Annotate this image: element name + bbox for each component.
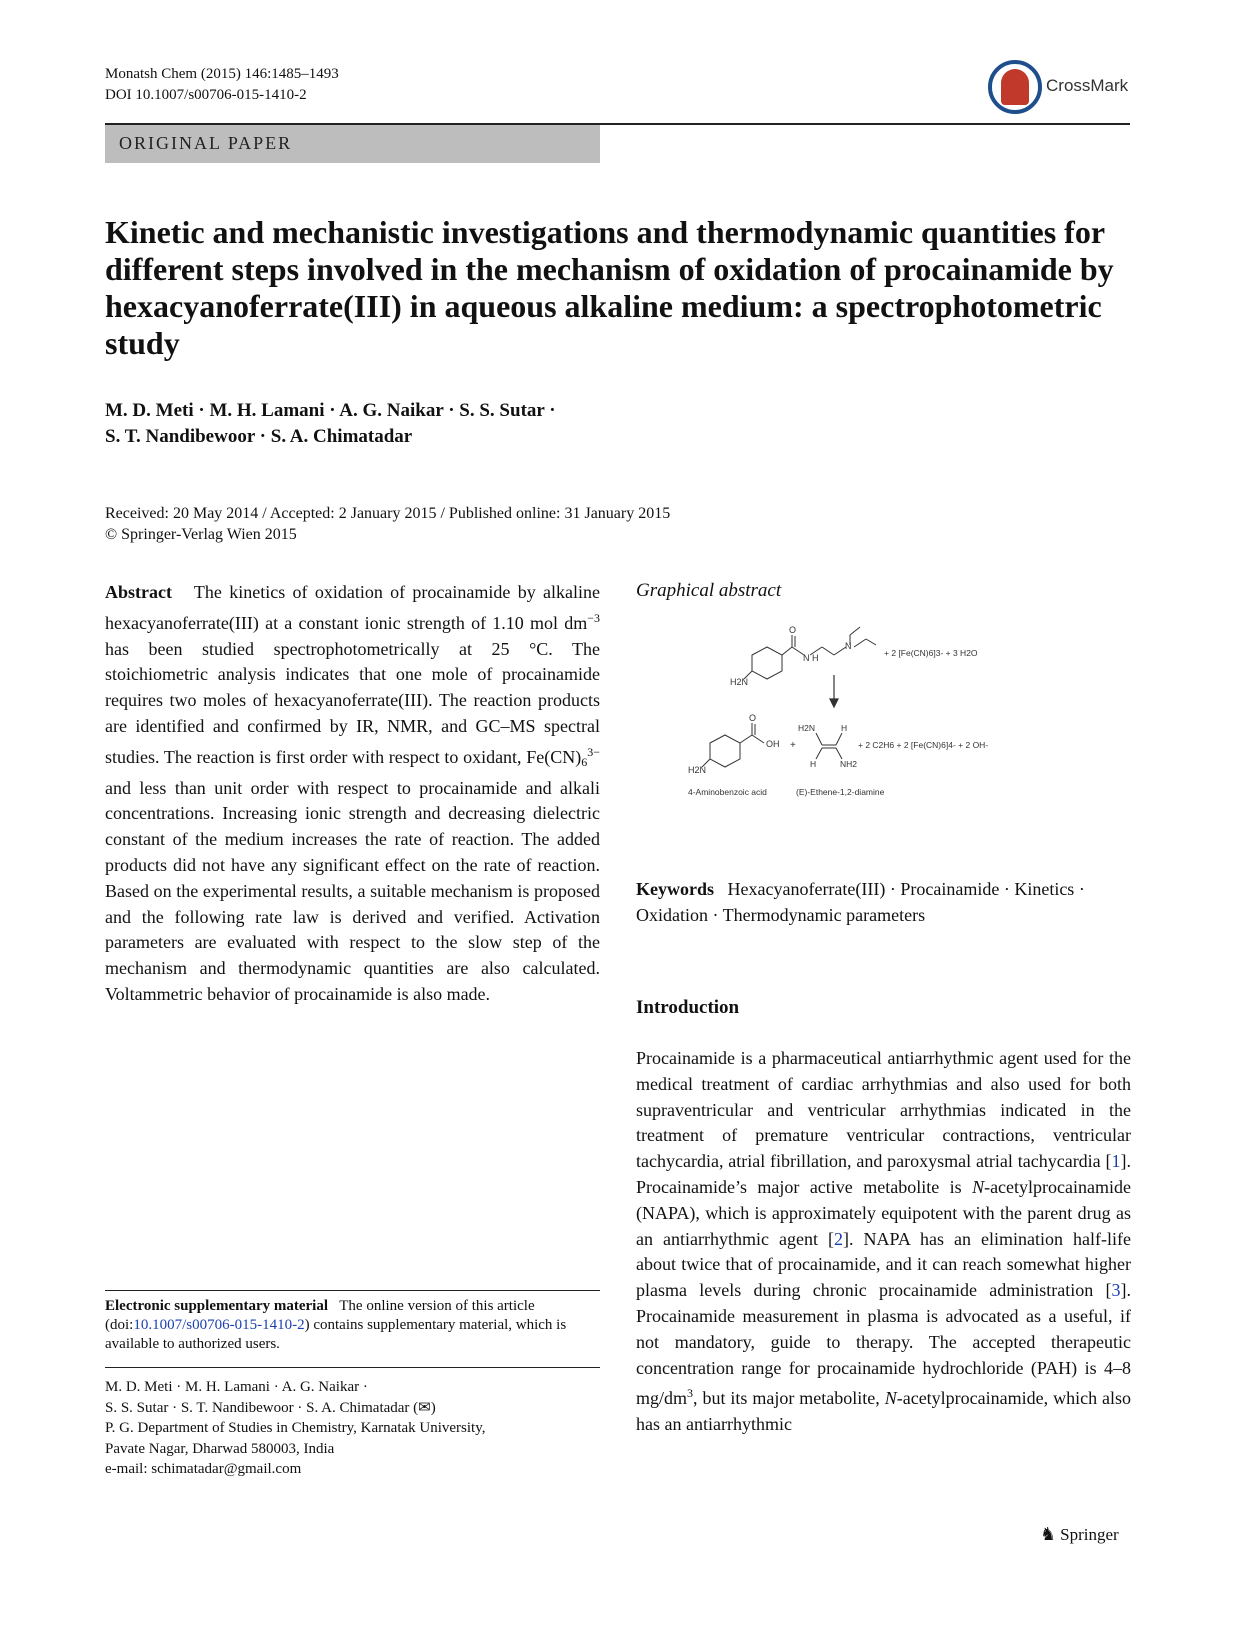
product2-name: (E)-Ethene-1,2-diamine	[796, 787, 885, 797]
abstract-exponent: −3	[587, 610, 600, 625]
section-label: ORIGINAL PAPER	[119, 133, 293, 153]
diamine-top-hydrogen: H	[841, 723, 848, 733]
diamine-amine-label: H2N	[798, 723, 816, 733]
crossmark-label: CrossMark	[1046, 76, 1129, 95]
reactant-amide-label: N H	[803, 653, 819, 663]
esm-doi-link[interactable]: 10.1007/s00706-015-1410-2	[133, 1317, 305, 1333]
intro-superscript: 3	[687, 1386, 694, 1401]
affiliation-authors-1: M. D. Meti · M. H. Lamani · A. G. Naikar ·	[105, 1379, 368, 1395]
springer-logo	[1040, 1524, 1119, 1545]
crossmark-icon	[988, 60, 1042, 114]
author-list	[105, 398, 805, 450]
reaction-arrow	[830, 675, 838, 707]
springer-horse-icon: ♞	[1040, 1524, 1057, 1544]
affiliation-address: Pavate Nagar, Dharwad 580003, India	[105, 1440, 335, 1457]
intro-text-1: Procainamide is a pharmaceutical antiarrhythmic agent used for the medical treatment of cardiac arrhythmias and also used for both supraventricular and ventricular arrhythmias indicated in the treatment of premature ventricular contractions, ventricular tachycardia, atrial fibrillation, and paroxysmal atrial tachycardia [	[636, 1048, 1131, 1172]
abstract-text-2: has been studied spectrophotometrically at 25 °C. The stoichiometric analysis indicates that one mole of procainamide requires two moles of hexacyanoferrate(III). The reaction products are identified and confirmed by IR, NMR, and GC–MS spectral studies. The reaction is first order with respect to oxidant, Fe(CN)	[105, 638, 600, 767]
product-acid-label: OH	[766, 739, 780, 749]
intro-text-3: -acetylprocainamide (NAPA), which is approximately equipotent with the parent drug as an antiarrhythmic agent [	[636, 1176, 1131, 1249]
supplementary-note	[105, 1297, 600, 1354]
crossmark-logo[interactable]	[988, 60, 1128, 120]
intro-italic-n-1: N	[972, 1176, 985, 1197]
journal-header	[105, 64, 339, 106]
affiliation-email[interactable]: e-mail: schimatadar@gmail.com	[105, 1461, 302, 1477]
keywords	[636, 876, 1131, 928]
article-doi: DOI 10.1007/s00706-015-1410-2	[105, 87, 307, 103]
reaction-reagents: + 2 [Fe(CN)6]3- + 3 H2O	[884, 648, 978, 658]
author-line-1: M. D. Meti · M. H. Lamani · A. G. Naikar · S. S. Sutar ·	[105, 400, 556, 421]
diamine-bottom-hydrogen: H	[810, 759, 817, 769]
author-line-2: S. T. Nandibewoor · S. A. Chimatadar	[105, 426, 413, 447]
reference-link-3[interactable]: 3	[1111, 1280, 1121, 1301]
product1-name: 4-Aminobenzoic acid	[688, 787, 767, 797]
abstract-text-1: The kinetics of oxidation of procainamide by alkaline hexacyanoferrate(III) at a constant ionic strength of 1.10 mol dm	[105, 582, 600, 633]
intro-text-6: , but its major metabolite,	[693, 1388, 885, 1409]
intro-italic-n-2: N	[884, 1388, 897, 1409]
graphical-abstract-label: Graphical abstract	[636, 580, 782, 601]
plus-sign: +	[790, 740, 796, 751]
affiliation-authors-2: S. S. Sutar · S. T. Nandibewoor · S. A. Chimatadar (✉)	[105, 1399, 436, 1416]
esm-text-1: The online version of this article (doi:	[105, 1298, 535, 1333]
introduction-text	[636, 1046, 1131, 1438]
keywords-label: Keywords	[636, 879, 714, 899]
diamine-nh2-label: NH2	[840, 759, 858, 769]
intro-text-4: ]. NAPA has an elimination half-life about twice that of procainamide, and it can reach somewhat higher plasma levels during chronic procainamide administration [	[636, 1228, 1131, 1301]
history-dates: Received: 20 May 2014 / Accepted: 2 January 2015 / Published online: 31 January 2015	[105, 505, 671, 522]
reactant-amine-label: H2N	[730, 677, 749, 687]
affiliation-rule	[105, 1367, 600, 1368]
esm-label: Electronic supplementary material	[105, 1298, 329, 1314]
intro-text-7: -acetylprocainamide, which also has an antiarrhythmic	[636, 1388, 1132, 1435]
abstract-text-3: and less than unit order with respect to procainamide and alkali concentrations. Increasing ionic strength and decreasing dielectric constant of the medium increases the rate of reaction. The added products did not have any significant effect on the rate of reaction. Based on the experimental results, a suitable mechanism is proposed and the following rate law is derived and verified. Activation parameters are evaluated with respect to the slow step of the mechanism and thermodynamic quantities are also calculated. Voltammetric behavior of procainamide is also made.	[105, 777, 600, 1004]
section-label-box	[105, 125, 600, 163]
abstract-label: Abstract	[105, 582, 172, 602]
reactant-tertiary-amine-label: N	[845, 641, 852, 651]
article-dates	[105, 503, 905, 545]
reference-link-2[interactable]: 2	[834, 1228, 844, 1249]
copyright: © Springer-Verlag Wien 2015	[105, 526, 297, 543]
intro-text-2: ]. Procainamide’s major active metabolite is	[636, 1151, 1131, 1197]
abstract-fe-superscript: 3−	[587, 744, 600, 759]
reaction-products: + 2 C2H6 + 2 [Fe(CN)6]4- + 2 OH-	[858, 740, 989, 750]
esm-text-2: ) contains supplementary material, which is available to authorized users.	[105, 1317, 567, 1352]
keywords-text: Hexacyanoferrate(III) · Procainamide · Kinetics · Oxidation · Thermodynamic parameters	[636, 879, 1085, 925]
abstract	[105, 580, 600, 1008]
paper-title: Kinetic and mechanistic investigations and thermodynamic quantities for different steps involved in the mechanism of oxidation of procainamide by hexacyanoferrate(III) in aqueous alkaline medium: a spectrophotometric study	[105, 214, 1114, 361]
affiliation	[105, 1377, 600, 1480]
intro-text-5: ]. Procainamide measurement in plasma is advocated as a useful, if not mandatory, guide to therapy. The accepted therapeutic concentration range for procainamide hydrochloride (PAH) is 4–8 mg/dm	[636, 1280, 1131, 1409]
introduction-heading: Introduction	[636, 997, 740, 1018]
esm-rule	[105, 1290, 600, 1291]
springer-label: Springer	[1060, 1525, 1119, 1544]
reactant-carbonyl-label: O	[789, 625, 797, 635]
product-amine-label: H2N	[688, 765, 707, 775]
reference-link-1[interactable]: 1	[1111, 1151, 1121, 1172]
product-carbonyl-label: O	[749, 713, 757, 723]
abstract-fe-subscript: 6	[581, 754, 588, 769]
affiliation-department: P. G. Department of Studies in Chemistry, Karnatak University,	[105, 1420, 486, 1436]
graphical-abstract-scheme	[688, 625, 1100, 825]
journal-citation: Monatsh Chem (2015) 146:1485–1493	[105, 66, 339, 82]
